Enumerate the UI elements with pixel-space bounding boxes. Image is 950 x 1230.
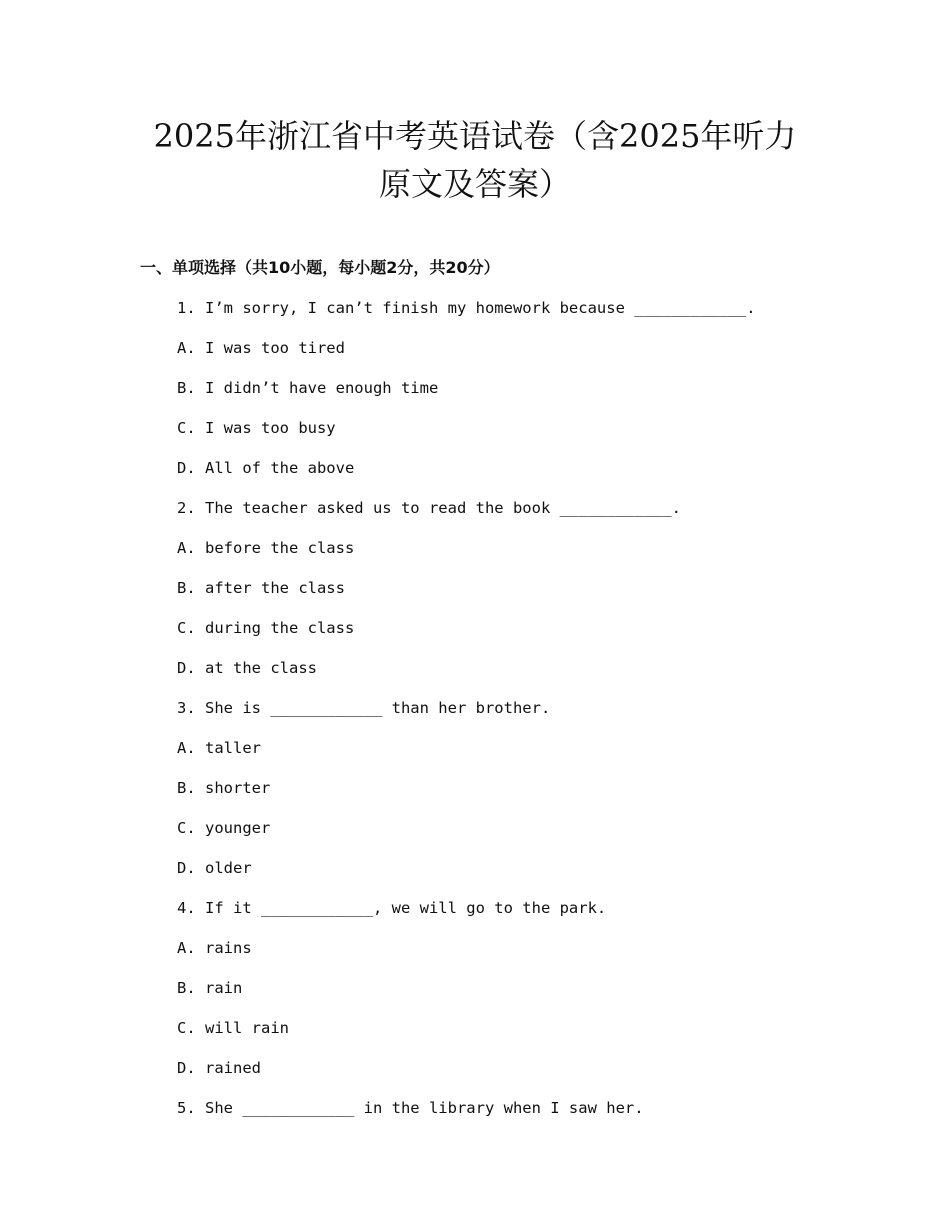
question-3-option-c: C. younger xyxy=(177,819,271,837)
question-2-option-a: A. before the class xyxy=(177,539,355,557)
question-stem-4: 4. If it ____________, we will go to the park. xyxy=(177,899,607,917)
question-1-option-c: C. I was too busy xyxy=(177,419,336,437)
title-line-2: 原文及答案） xyxy=(378,165,571,203)
question-4-option-d: D. rained xyxy=(177,1059,261,1077)
question-stem-2: 2. The teacher asked us to read the book ____________. xyxy=(177,499,681,517)
question-stem-5: 5. She ____________ in the library when I saw her. xyxy=(177,1099,644,1117)
question-2-option-d: D. at the class xyxy=(177,659,317,677)
question-1-option-b: B. I didn’t have enough time xyxy=(177,379,439,397)
section-heading: 一、单项选择（共10小题，每小题2分，共20分） xyxy=(140,258,500,277)
question-4-option-b: B. rain xyxy=(177,979,243,997)
question-3-option-b: B. shorter xyxy=(177,779,271,797)
document-title xyxy=(90,112,860,208)
question-3-option-a: A. taller xyxy=(177,739,261,757)
question-1-option-a: A. I was too tired xyxy=(177,339,345,357)
question-2-option-b: B. after the class xyxy=(177,579,345,597)
question-4-option-a: A. rains xyxy=(177,939,252,957)
question-4-option-c: C. will rain xyxy=(177,1019,289,1037)
question-list xyxy=(177,296,756,1136)
question-2-option-c: C. during the class xyxy=(177,619,355,637)
question-1-option-d: D. All of the above xyxy=(177,459,355,477)
question-3-option-d: D. older xyxy=(177,859,252,877)
question-stem-3: 3. She is ____________ than her brother. xyxy=(177,699,551,717)
title-line-1: 2025年浙江省中考英语试卷（含2025年听力 xyxy=(153,117,797,155)
question-stem-1: 1. I’m sorry, I can’t finish my homework because ____________. xyxy=(177,299,756,317)
